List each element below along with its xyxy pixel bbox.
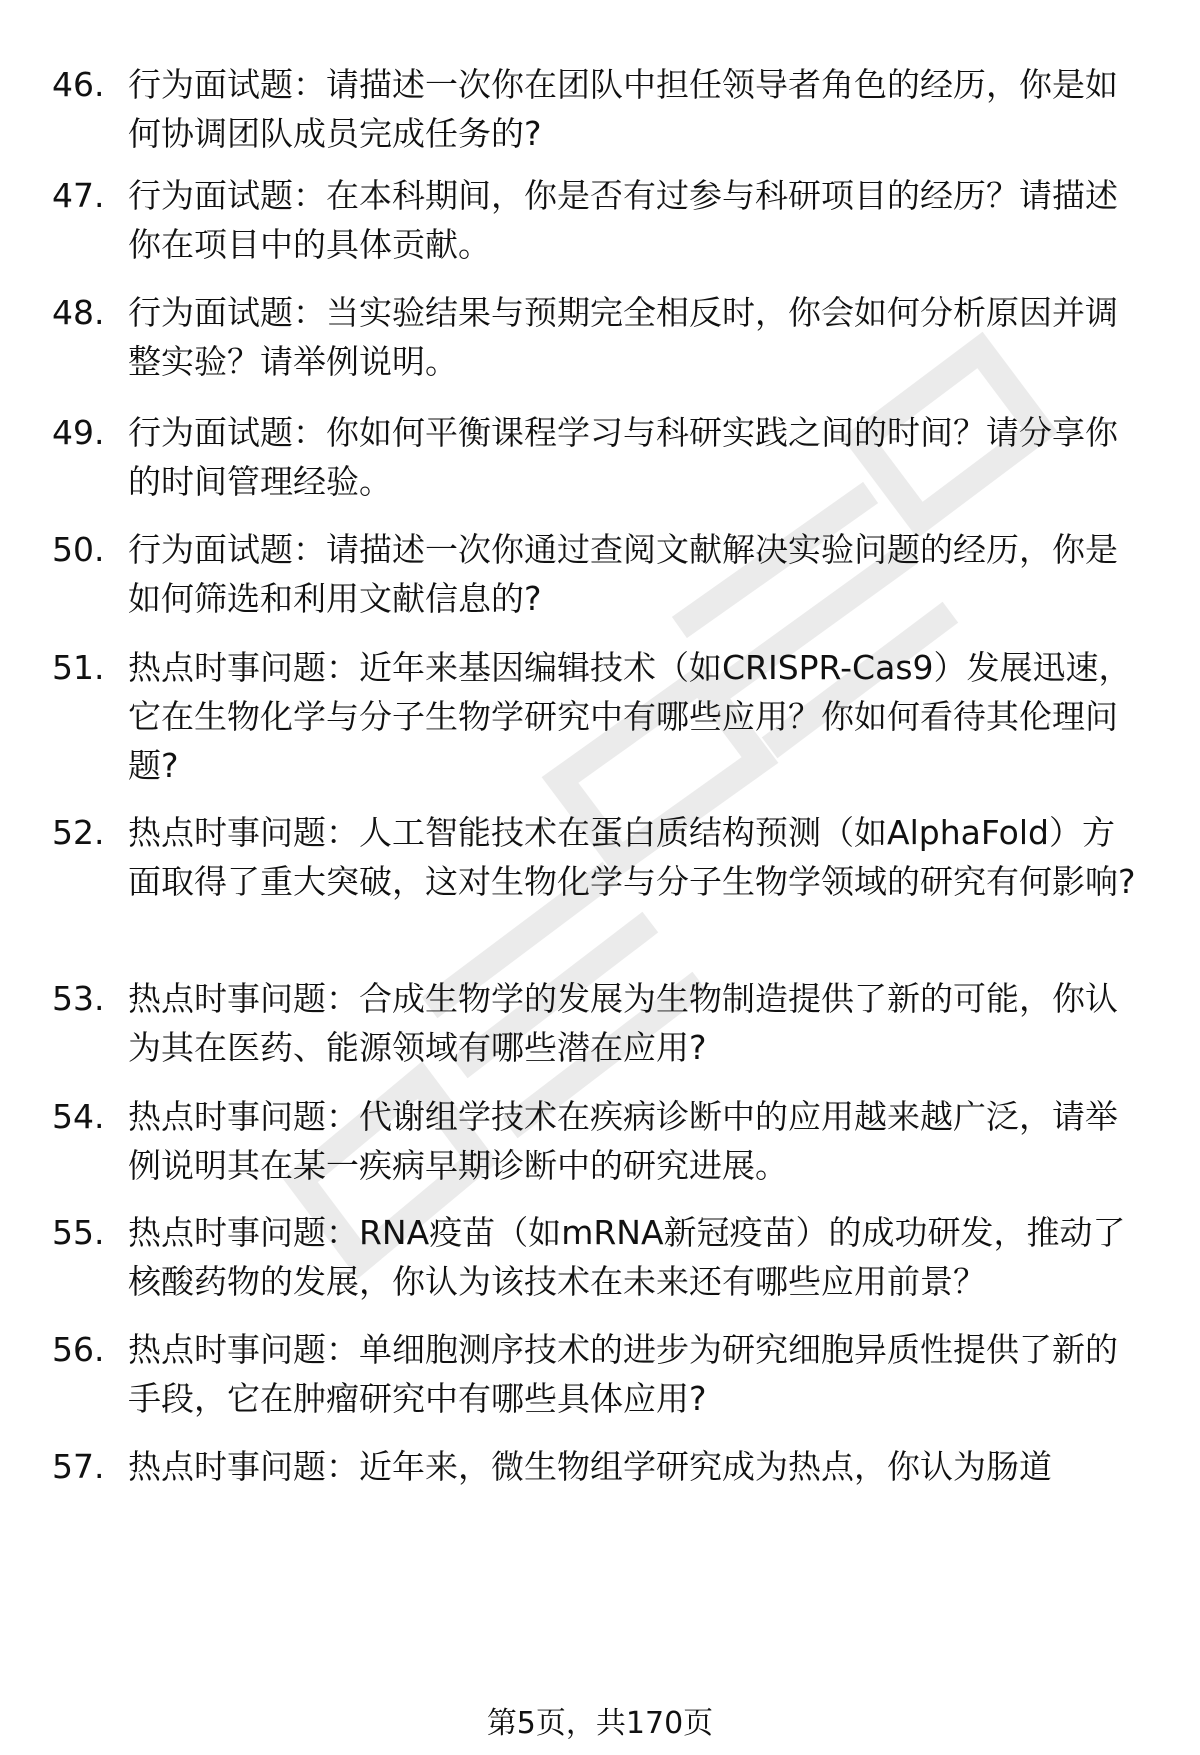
question-text: 热点时事问题：近年来，微生物组学研究成为热点，你认为肠道	[128, 1447, 1052, 1486]
question-text: 行为面试题：在本科期间，你是否有过参与科研项目的经历？请描述你在项目中的具体贡献。	[128, 176, 1118, 264]
question-number: 48.	[52, 293, 105, 332]
page-footer: 第5页，共170页	[486, 1706, 714, 1741]
question-text: 热点时事问题：RNA疫苗（如mRNA新冠疫苗）的成功研发，推动了核酸药物的发展，你认为该技术在未来还有哪些应用前景？	[128, 1213, 1126, 1301]
question-text: 热点时事问题：人工智能技术在蛋白质结构预测（如AlphaFold）方面取得了重大突破，这对生物化学与分子生物学领域的研究有何影响?	[128, 813, 1136, 901]
question-number: 46.	[52, 65, 105, 104]
question-text: 行为面试题：你如何平衡课程学习与科研实践之间的时间？请分享你的时间管理经验。	[128, 413, 1118, 501]
question-text: 行为面试题：请描述一次你在团队中担任领导者角色的经历，你是如何协调团队成员完成任务的?	[128, 65, 1118, 153]
question-number: 52.	[52, 813, 105, 852]
question-number: 50.	[52, 530, 105, 569]
question-number: 47.	[52, 176, 105, 215]
question-number: 57.	[52, 1447, 105, 1486]
question-text: 行为面试题：请描述一次你通过查阅文献解决实验问题的经历，你是如何筛选和利用文献信息的?	[128, 530, 1118, 618]
question-number: 55.	[52, 1213, 105, 1252]
question-text: 热点时事问题：单细胞测序技术的进步为研究细胞异质性提供了新的手段，它在肿瘤研究中有哪些具体应用?	[128, 1330, 1118, 1418]
question-number: 56.	[52, 1330, 105, 1369]
question-text: 热点时事问题：合成生物学的发展为生物制造提供了新的可能，你认为其在医药、能源领域有哪些潜在应用?	[128, 979, 1118, 1067]
question-number: 51.	[52, 648, 105, 687]
question-number: 49.	[52, 413, 105, 452]
question-number: 54.	[52, 1097, 105, 1136]
question-text: 热点时事问题：近年来基因编辑技术（如CRISPR-Cas9）发展迅速，它在生物化学与分子生物学研究中有哪些应用？你如何看待其伦理问题?	[128, 648, 1132, 785]
question-text: 热点时事问题：代谢组学技术在疾病诊断中的应用越来越广泛，请举例说明其在某一疾病早期诊断中的研究进展。	[128, 1097, 1118, 1185]
question-text: 行为面试题：当实验结果与预期完全相反时，你会如何分析原因并调整实验？请举例说明。	[128, 293, 1118, 381]
question-number: 53.	[52, 979, 105, 1018]
